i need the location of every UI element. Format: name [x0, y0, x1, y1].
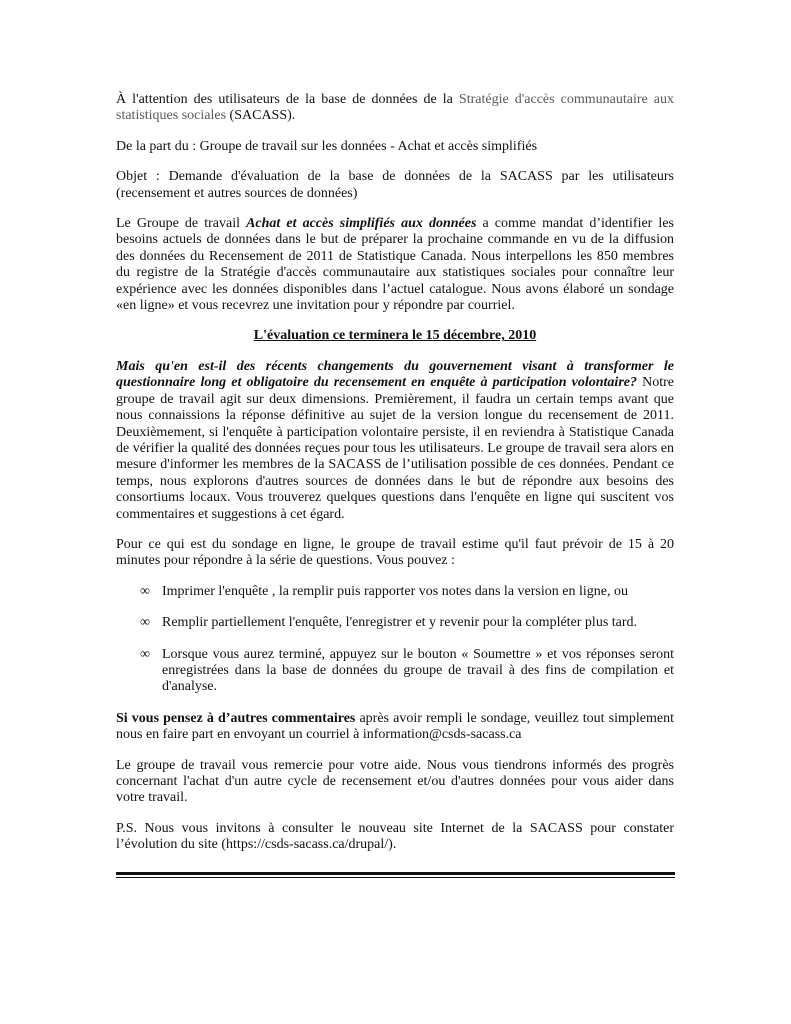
mandate-paragraph — [116, 216, 674, 314]
recipient-line — [116, 92, 674, 125]
options-list — [116, 584, 674, 696]
sender-line: De la part du : Groupe de travail sur les données - Achat et accès simplifiés — [116, 138, 538, 154]
footer-rule-thick — [116, 872, 675, 875]
recipient-suffix: (SACASS). — [226, 108, 296, 124]
subject-line: Objet : Demande d'évaluation de la base de données de la SACASS par les utilisateurs (recensement et autres sources de données) — [116, 169, 674, 201]
list-item-text: Remplir partiellement l'enquête, l'enregistrer et y revenir pour la compléter plus tard. — [162, 615, 638, 631]
list-item-text: Imprimer l'enquête , la remplir puis rapporter vos notes dans la version en ligne, ou — [162, 583, 628, 599]
list-item — [116, 615, 674, 631]
deadline-heading: L'évaluation ce terminera le 15 décembre, 2010 — [253, 328, 537, 344]
recipient-text: À l'attention des utilisateurs de la base de données de la — [116, 92, 459, 107]
infinity-bullet-icon: ∞ — [140, 583, 150, 599]
list-item-text: Lorsque vous aurez terminé, appuyez sur le bouton « Soumettre » et vos réponses seront enregistrées dans la base de données du groupe de travail à des fins de compilation et d'analyse. — [162, 646, 674, 695]
list-item — [116, 647, 674, 696]
list-item — [116, 584, 674, 600]
comments-lead: Si vous pensez à d’autres commentaires — [116, 710, 356, 726]
letter-body — [116, 92, 674, 868]
footer-rule-thin — [116, 877, 675, 878]
strategy-link[interactable]: Stratégie d'accès communautaire aux statistiques sociales — [116, 92, 674, 124]
postscript-paragraph: P.S. Nous vous invitons à consulter le nouveau site Internet de la SACASS pour constater l’évolution du site (https://csds-sacass.ca/drupal/). — [116, 820, 674, 853]
thanks-paragraph: Le groupe de travail vous remercie pour votre aide. Nous vous tiendrons informés des progrès concernant l'achat d'un autre cycle de recensement et/ou d'autres données pour vous aider dans votre travail. — [116, 757, 674, 806]
comments-text: après avoir rempli le sondage, veuillez tout simplement nous en faire part en envoyant un courriel à information@csds-sacass.ca — [116, 710, 674, 743]
comments-paragraph — [116, 711, 674, 744]
infinity-bullet-icon: ∞ — [140, 615, 150, 631]
working-group-name: Achat et accès simplifiés aux données — [246, 216, 477, 232]
mandate-text: a comme mandat d’identifier les besoins actuels de données dans le but de préparer la prochaine commande en vu de la diffusion des données du Recensement de 2011 de Statistique Canada. Nous interpellons les 850 membres du registre de la Stratégie d'accès communautaire aux statistiques sociales pour connaître leur expérience avec les données disponibles dans l’actuel catalogue. Nous avons élaboré un sondage «en ligne» et vous recevrez une invitation pour y répondre par courriel. — [116, 216, 674, 314]
mandate-intro: Le Groupe de travail — [116, 216, 247, 232]
survey-duration-paragraph: Pour ce qui est du sondage en ligne, le groupe de travail estime qu'il faut prévoir de 15 à 20 minutes pour répondre à la série de questions. Vous pouvez : — [116, 536, 674, 569]
census-changes-paragraph — [116, 359, 674, 523]
census-answer: Notre groupe de travail agit sur deux dimensions. Premièrement, il faudra un certain temps avant que nous connaissions la réponse définitive au sujet de la version longue du recensement de 2011. Deuxièmement, si l'enquête à participation volontaire persiste, il en reviendra à Statistique Canada de vérifier la qualité des données reçues pour tous les utilisateurs. Le groupe de travail sera alors en mesure d'informer les membres de la SACASS de l’utilisation possible de ces données. Pendant ce temps, nous explorons d'autres sources de données dans le but de répondre aux besoins des consortiums locaux. Vous trouverez quelques questions dans l'enquête en ligne qui suscitent vos commentaires et suggestions à cet égard. — [116, 375, 674, 522]
infinity-bullet-icon: ∞ — [140, 646, 150, 662]
census-question: Mais qu'en est-il des récents changements du gouvernement visant à transformer le questionnaire long et obligatoire du recensement en enquête à participation volontaire? — [116, 358, 674, 391]
